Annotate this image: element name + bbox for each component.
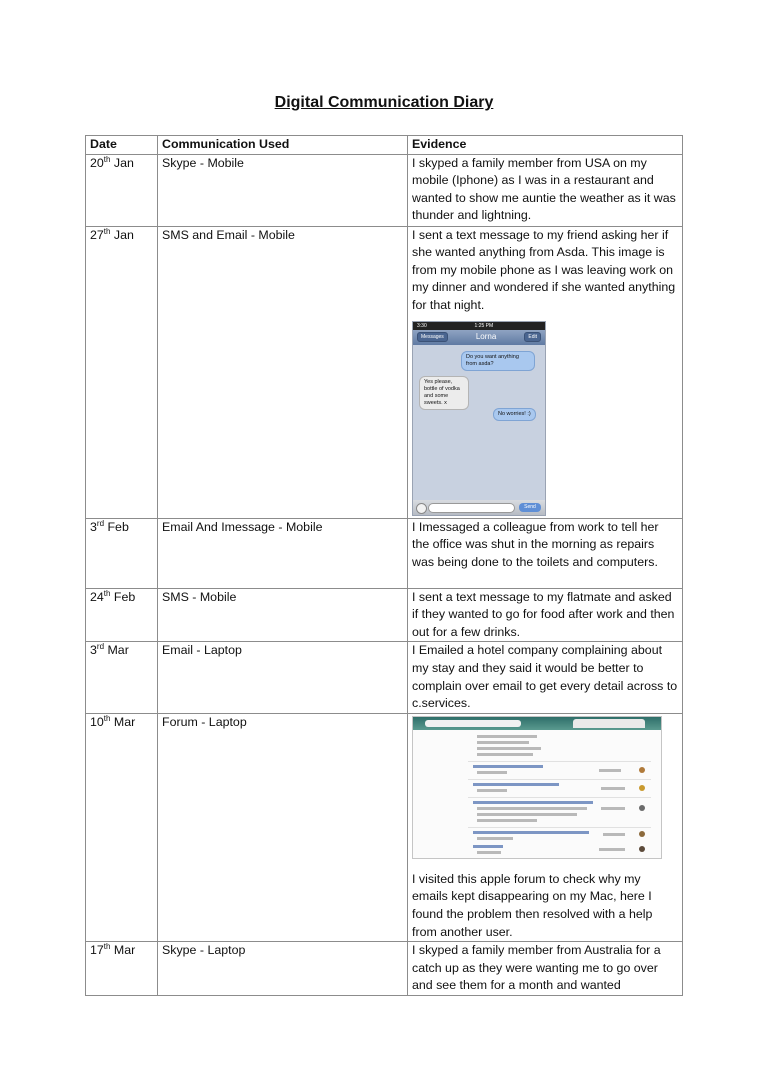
communication-cell: Skype - Laptop xyxy=(158,942,408,996)
table-row xyxy=(86,713,683,941)
table-row xyxy=(86,518,683,588)
date-cell: 27th Jan xyxy=(86,226,158,518)
evidence-cell: I skyped a family member from Australia for a catch up as they were wanting me to go over and see them for a month and wanted xyxy=(408,942,683,996)
phone-nav-bar xyxy=(413,330,545,345)
message-input xyxy=(428,503,515,513)
evidence-text: I visited this apple forum to check why my emails kept disappearing on my Mac, here I found the problem then resolved with a help from another user. xyxy=(412,871,653,939)
date-cell: 20th Jan xyxy=(86,154,158,226)
message-bubble-sent: Do you want anything from asda? xyxy=(461,351,535,371)
table-header-row xyxy=(86,136,683,155)
phone-status-bar: 3:30 1:25 PM xyxy=(413,322,545,330)
message-bubble-received: Yes please, bottle of vodka and some sweets. x xyxy=(419,376,469,410)
header-communication: Communication Used xyxy=(158,136,408,155)
evidence-cell: I skyped a family member from USA on my mobile (Iphone) as I was in a restaurant and wanted to show me auntie the weather as it was thunder and lightning. xyxy=(408,154,683,226)
date-cell: 10th Mar xyxy=(86,713,158,941)
communication-cell: Email - Laptop xyxy=(158,642,408,713)
date-cell: 3rd Mar xyxy=(86,642,158,713)
communication-cell: SMS and Email - Mobile xyxy=(158,226,408,518)
page-title: Digital Communication Diary xyxy=(274,94,494,111)
evidence-cell: I Imessaged a colleague from work to tell her the office was shut in the morning as repairs was being done to the toilets and computers. xyxy=(408,518,683,588)
communication-cell: SMS - Mobile xyxy=(158,588,408,642)
header-date: Date xyxy=(86,136,158,155)
communication-cell: Forum - Laptop xyxy=(158,713,408,941)
table-row xyxy=(86,588,683,642)
table-row xyxy=(86,226,683,518)
edit-button: Edit xyxy=(524,332,541,342)
evidence-cell xyxy=(408,226,683,518)
table-row xyxy=(86,942,683,996)
communication-cell: Email And Imessage - Mobile xyxy=(158,518,408,588)
browser-toolbar xyxy=(413,717,661,730)
communication-cell: Skype - Mobile xyxy=(158,154,408,226)
date-cell: 3rd Feb xyxy=(86,518,158,588)
phone-screenshot xyxy=(412,321,546,516)
evidence-text: I sent a text message to my friend asking her if she wanted anything from Asda. This image is from my mobile phone as I was leaving work on my dinner and wondered if she wanted anything for that night. xyxy=(412,227,676,312)
evidence-cell: I sent a text message to my flatmate and asked if they wanted to go for food after work and then out for a few drinks. xyxy=(408,588,683,642)
evidence-cell: I Emailed a hotel company complaining about my stay and they said it would be better to complain over email to get every detail across to c.services. xyxy=(408,642,683,713)
date-cell: 24th Feb xyxy=(86,588,158,642)
address-bar xyxy=(425,720,521,727)
contact-name: Lorna xyxy=(475,332,497,342)
message-bubble-sent: No worries! :) xyxy=(493,408,536,421)
evidence-cell xyxy=(408,713,683,941)
diary-table xyxy=(85,135,683,996)
table-row xyxy=(86,154,683,226)
table-row xyxy=(86,642,683,713)
send-button: Send xyxy=(519,503,541,512)
browser-tab xyxy=(573,719,645,728)
phone-input-bar xyxy=(413,500,545,515)
forum-screenshot xyxy=(412,716,662,859)
date-cell: 17th Mar xyxy=(86,942,158,996)
camera-icon xyxy=(416,503,427,514)
header-evidence: Evidence xyxy=(408,136,683,155)
messages-back-button: Messages xyxy=(417,332,448,342)
